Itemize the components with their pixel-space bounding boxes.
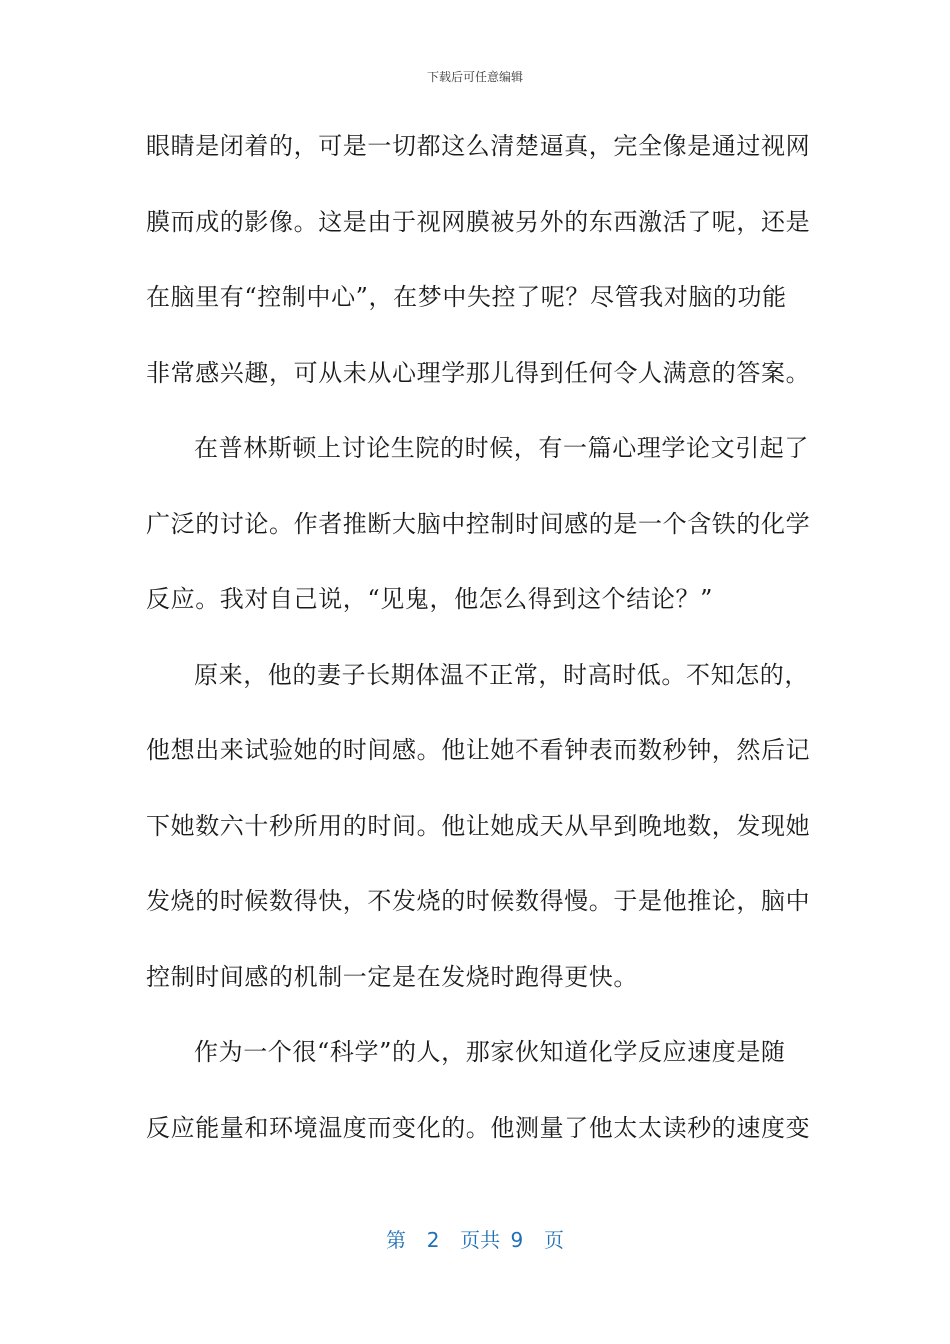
text-line: 在普林斯顿上讨论生院的时候，有一篇心理学论文引起了 bbox=[194, 434, 809, 462]
text-line: 反应。我对自己说，“见鬼，他怎么得到这个结论？” bbox=[146, 585, 713, 613]
text-line: 眼睛是闭着的，可是一切都这么清楚逼真，完全像是通过视网 bbox=[146, 132, 811, 160]
text-line: 下她数六十秒所用的时间。他让她成天从早到晚地数，发现她 bbox=[146, 811, 811, 840]
page-header: 下载后可任意编辑 bbox=[426, 70, 523, 84]
page-number-text: 第 2 页共 9 页 bbox=[386, 1228, 564, 1252]
text-line: 在脑里有“控制中心”，在梦中失控了呢？尽管我对脑的功能 bbox=[146, 283, 787, 311]
text-line: 非常感兴趣，可从未从心理学那儿得到任何令人满意的答案。 bbox=[146, 358, 811, 387]
text-line: 他想出来试验她的时间感。他让她不看钟表而数秒钟，然后记 bbox=[146, 736, 811, 764]
page-number-footer bbox=[0, 1224, 950, 1253]
text-line: 原来，他的妻子长期体温不正常，时高时低。不知怎的， bbox=[194, 660, 809, 689]
text-line: 发烧的时候数得快，不发烧的时候数得慢。于是他推论，脑中 bbox=[146, 887, 811, 915]
text-line: 反应能量和环境温度而变化的。他测量了他太太读秒的速度变 bbox=[146, 1113, 811, 1142]
text-line: 膜而成的影像。这是由于视网膜被另外的东西激活了呢，还是 bbox=[146, 207, 811, 236]
text-line: 控制时间感的机制一定是在发烧时跑得更快。 bbox=[146, 962, 638, 991]
document-body bbox=[146, 126, 811, 1183]
text-line: 广泛的讨论。作者推断大脑中控制时间感的是一个含铁的化学 bbox=[146, 509, 811, 538]
text-line: 作为一个很“科学”的人，那家伙知道化学反应速度是随 bbox=[194, 1038, 786, 1066]
